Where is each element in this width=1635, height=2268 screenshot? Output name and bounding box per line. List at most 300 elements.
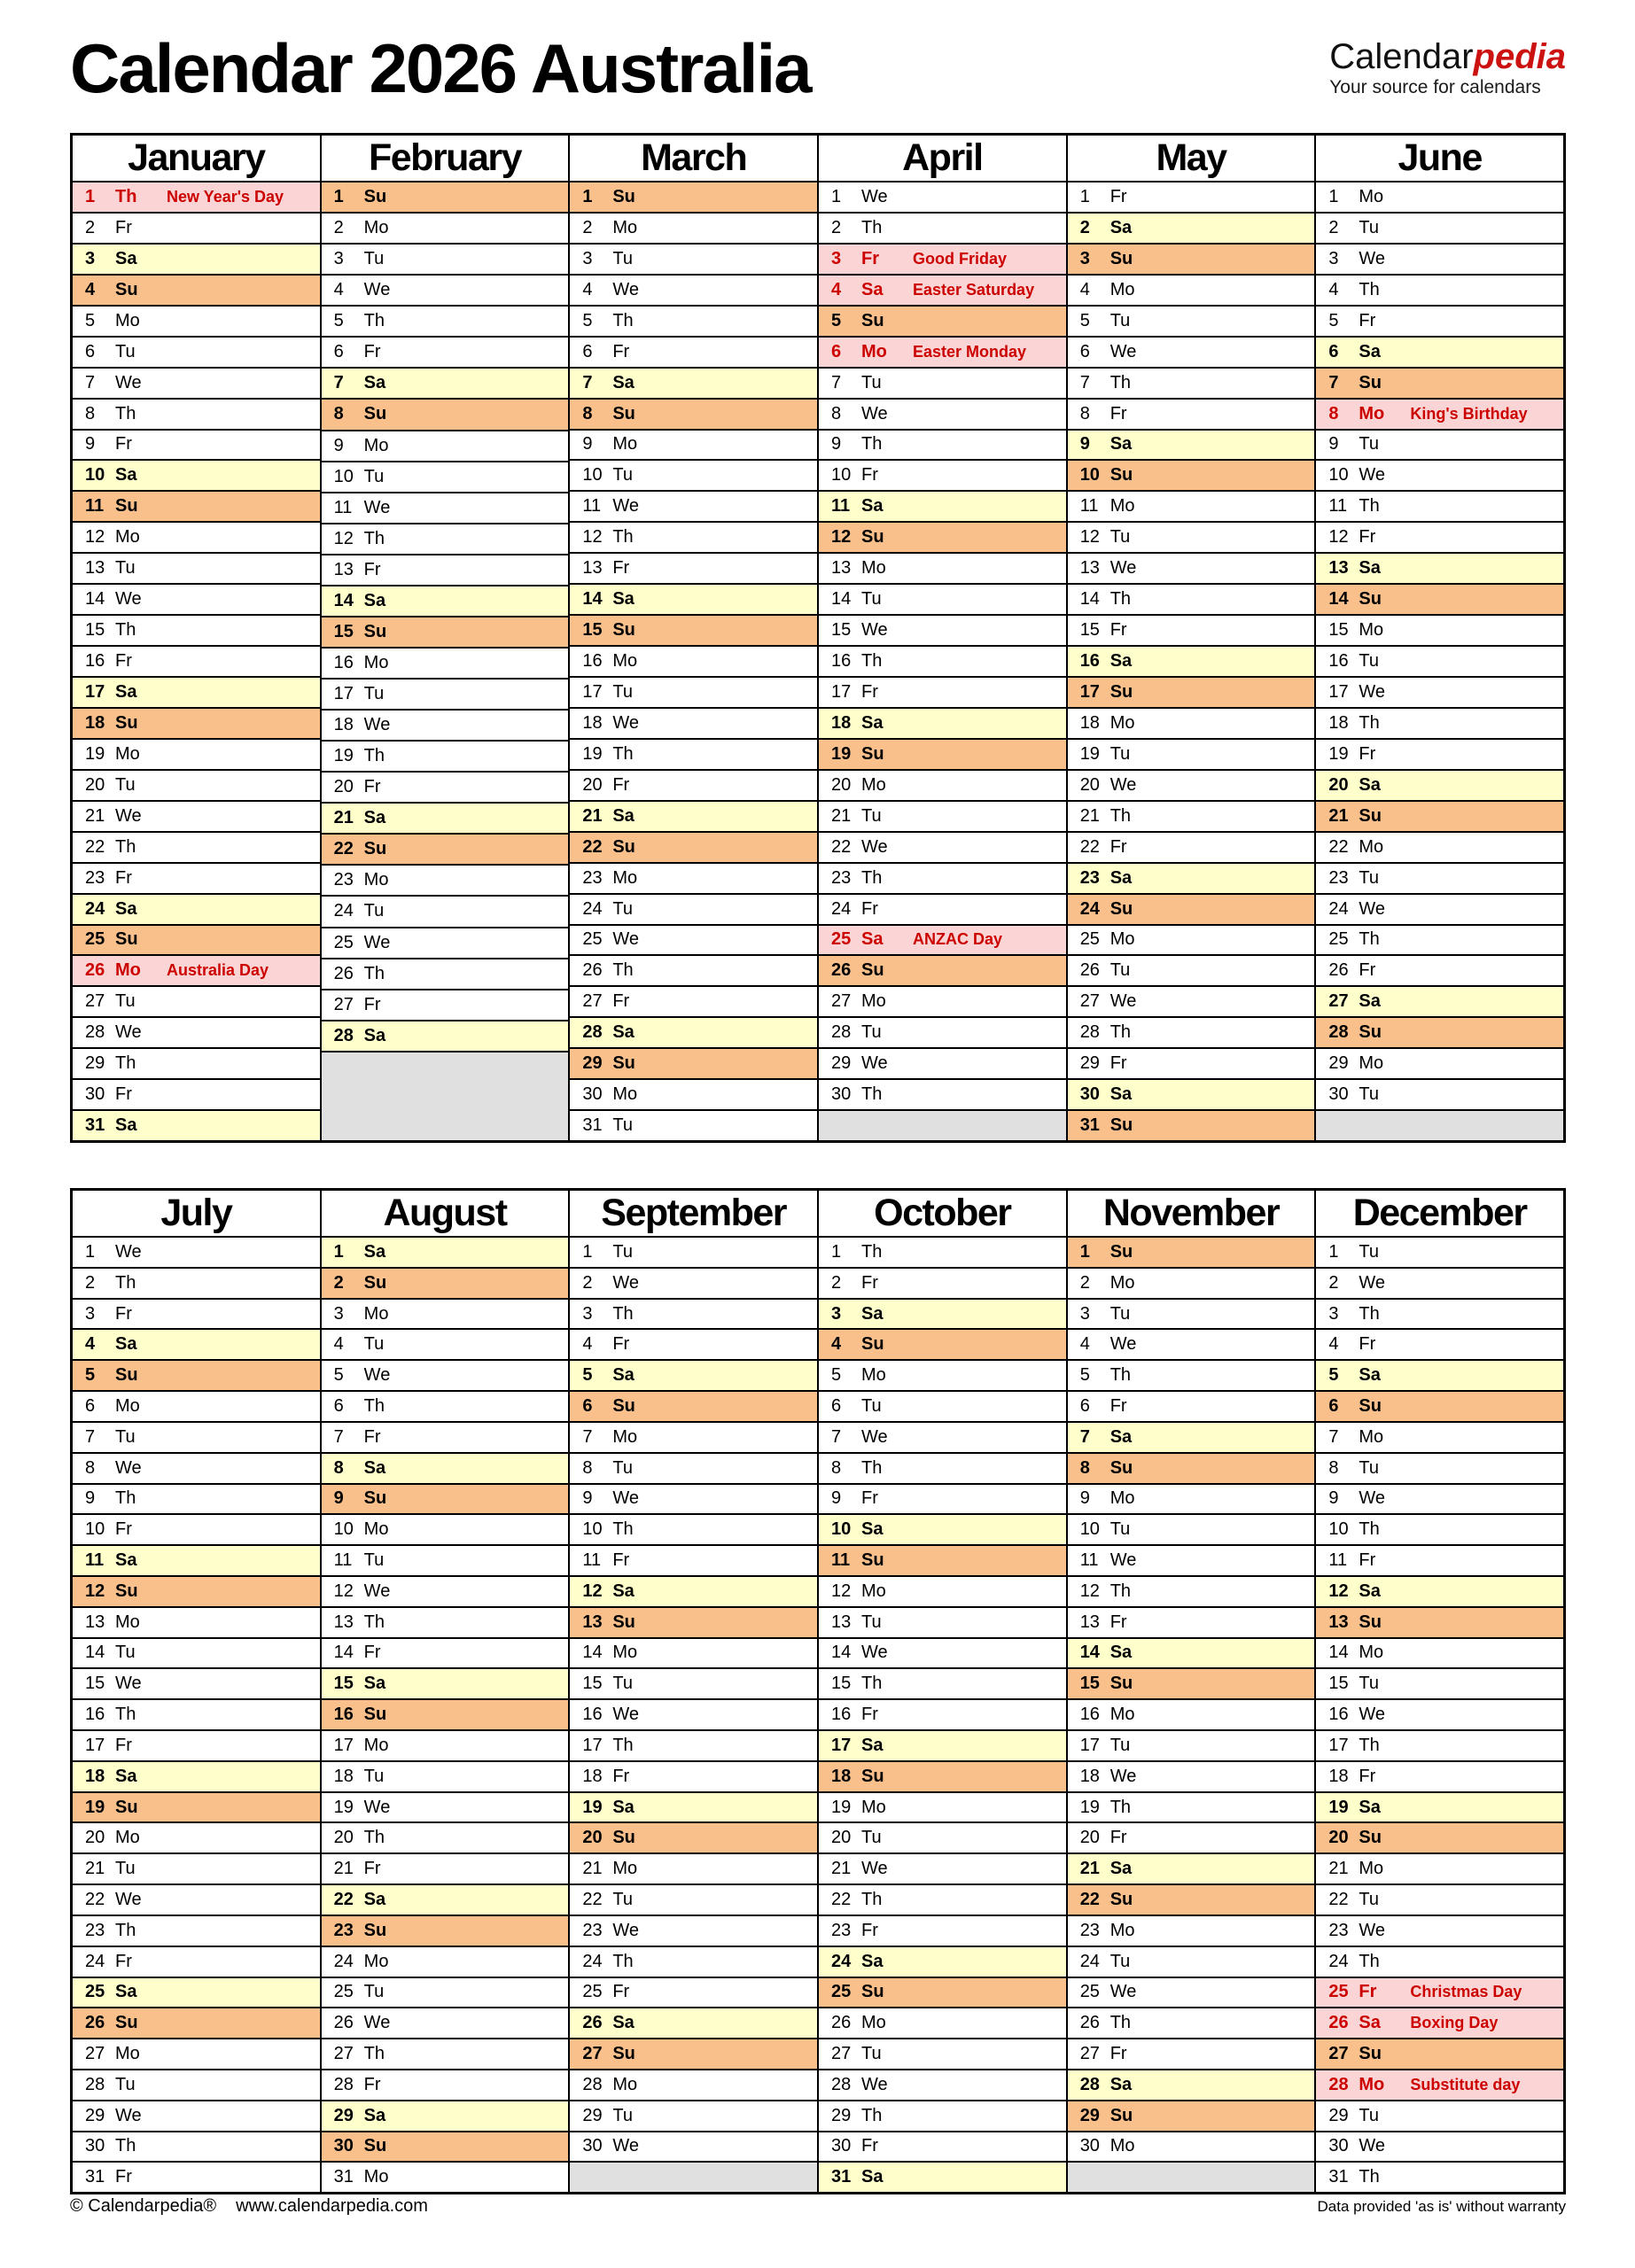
day-number: 25 — [1079, 1982, 1100, 2002]
weekday-abbreviation: We — [612, 279, 639, 299]
weekday-abbreviation: Sa — [115, 1766, 137, 1786]
day-row-march-9 — [570, 429, 817, 460]
weekday-abbreviation: Tu — [1109, 527, 1131, 548]
weekday-abbreviation: Fr — [612, 341, 630, 361]
day-number: 11 — [85, 1550, 105, 1571]
day-row-october-25 — [819, 1977, 1066, 2008]
weekday-abbreviation: Mo — [115, 2044, 140, 2064]
day-number: 21 — [1328, 805, 1349, 826]
weekday-abbreviation: We — [1359, 898, 1385, 919]
weekday-abbreviation: Sa — [115, 465, 137, 485]
day-number: 8 — [582, 1457, 593, 1478]
weekday-abbreviation: Sa — [1359, 2013, 1381, 2033]
weekday-abbreviation: Mo — [612, 217, 638, 237]
weekday-abbreviation: We — [115, 1241, 142, 1262]
weekday-abbreviation: Mo — [1359, 1426, 1384, 1447]
weekday-abbreviation: Th — [1109, 1797, 1132, 1817]
weekday-abbreviation: Su — [363, 187, 387, 207]
weekday-abbreviation: Sa — [861, 1303, 884, 1324]
weekday-abbreviation: Sa — [861, 2167, 884, 2187]
day-row-march-25 — [570, 924, 817, 955]
weekday-abbreviation: Su — [363, 839, 387, 859]
day-number: 19 — [582, 743, 603, 764]
day-row-may-3 — [1068, 243, 1315, 274]
day-row-july-5 — [73, 1359, 320, 1390]
weekday-abbreviation: Th — [1359, 279, 1380, 299]
day-row-february-5 — [322, 305, 569, 336]
day-number: 24 — [582, 898, 603, 919]
day-row-august-3 — [322, 1298, 569, 1329]
day-row-december-15 — [1316, 1667, 1563, 1698]
day-row-february-13 — [322, 554, 569, 585]
day-row-may-13 — [1068, 552, 1315, 583]
day-row-april-6 — [819, 336, 1066, 367]
day-row-may-27 — [1068, 985, 1315, 1016]
weekday-abbreviation: Th — [1359, 496, 1380, 517]
day-row-march-22 — [570, 831, 817, 862]
day-row-december-25 — [1316, 1977, 1563, 2008]
day-number: 26 — [1328, 960, 1349, 981]
day-number: 16 — [582, 1705, 603, 1725]
day-number: 18 — [1328, 1766, 1349, 1786]
day-row-august-7 — [322, 1421, 569, 1452]
day-number: 10 — [333, 1519, 354, 1540]
day-number: 13 — [582, 1612, 603, 1632]
day-row-may-12 — [1068, 521, 1315, 552]
day-number: 12 — [582, 527, 603, 548]
day-row-august-1 — [322, 1238, 569, 1267]
weekday-abbreviation: Tu — [363, 249, 385, 269]
day-number: 11 — [1328, 496, 1348, 517]
day-number: 25 — [582, 1982, 603, 2002]
day-number: 31 — [85, 1115, 105, 1136]
weekday-abbreviation: Su — [1359, 1395, 1382, 1416]
day-row-july-23 — [73, 1915, 320, 1946]
weekday-abbreviation: Mo — [115, 1612, 140, 1632]
day-number: 20 — [831, 774, 852, 795]
day-row-september-21 — [570, 1852, 817, 1884]
weekday-abbreviation: Th — [115, 620, 136, 641]
day-number: 26 — [1079, 2013, 1100, 2033]
day-number: 20 — [582, 774, 603, 795]
day-row-march-27 — [570, 985, 817, 1016]
day-row-march-21 — [570, 800, 817, 831]
day-row-march-17 — [570, 676, 817, 707]
day-number: 12 — [85, 1581, 105, 1601]
day-row-april-26 — [819, 954, 1066, 985]
weekday-abbreviation: Sa — [1109, 217, 1133, 237]
day-number: 28 — [582, 1022, 603, 1043]
day-number: 21 — [85, 1859, 105, 1879]
day-row-april-20 — [819, 769, 1066, 800]
day-row-september-6 — [570, 1390, 817, 1421]
day-number: 22 — [831, 836, 852, 857]
day-number: 5 — [333, 311, 344, 331]
weekday-abbreviation: Fr — [1109, 1395, 1127, 1416]
day-row-august-21 — [322, 1852, 569, 1884]
day-number: 2 — [85, 217, 96, 237]
holiday-label: ANZAC Day — [913, 930, 1003, 949]
day-row-december-27 — [1316, 2038, 1563, 2069]
weekday-abbreviation: Su — [612, 1053, 635, 1074]
weekday-abbreviation: Sa — [363, 373, 386, 393]
day-row-july-22 — [73, 1884, 320, 1915]
weekday-abbreviation: Tu — [115, 1859, 136, 1879]
weekday-abbreviation: We — [861, 620, 888, 641]
day-row-august-15 — [322, 1667, 569, 1698]
weekday-abbreviation: Mo — [1109, 496, 1135, 517]
day-row-january-18 — [73, 707, 320, 738]
weekday-abbreviation: Fr — [861, 465, 878, 485]
day-number: 19 — [831, 1797, 852, 1817]
day-number: 25 — [1328, 929, 1349, 950]
weekday-abbreviation: Fr — [861, 2136, 878, 2156]
day-row-september-18 — [570, 1760, 817, 1791]
day-number: 17 — [1328, 1735, 1349, 1755]
day-number: 17 — [831, 681, 852, 702]
footer-disclaimer: Data provided 'as is' without warranty — [1317, 2198, 1566, 2215]
day-number: 22 — [582, 1889, 603, 1909]
day-row-february-27 — [322, 989, 569, 1020]
day-row-april-1 — [819, 183, 1066, 212]
day-row-august-16 — [322, 1698, 569, 1729]
day-row-december-4 — [1316, 1328, 1563, 1359]
day-row-may-6 — [1068, 336, 1315, 367]
weekday-abbreviation: Tu — [1109, 743, 1131, 764]
day-number: 15 — [333, 621, 354, 641]
day-row-september-14 — [570, 1637, 817, 1668]
day-number: 1 — [1079, 186, 1090, 206]
day-number: 3 — [1079, 248, 1090, 268]
day-row-february-25 — [322, 927, 569, 958]
day-number: 1 — [831, 186, 842, 206]
weekday-abbreviation: We — [363, 1581, 391, 1601]
holiday-label: Australia Day — [167, 961, 269, 980]
empty-cell-february — [322, 1111, 569, 1140]
day-row-october-19 — [819, 1791, 1066, 1822]
weekday-abbreviation: Tu — [861, 1022, 882, 1043]
day-number: 27 — [85, 2044, 105, 2064]
weekday-abbreviation: Tu — [1109, 1303, 1131, 1324]
day-number: 2 — [1328, 217, 1339, 237]
weekday-abbreviation: We — [612, 496, 639, 517]
weekday-abbreviation: Tu — [1359, 1241, 1379, 1262]
weekday-abbreviation: Th — [363, 1395, 385, 1416]
day-number: 26 — [85, 2013, 105, 2033]
day-row-january-22 — [73, 831, 320, 862]
day-number: 10 — [582, 1519, 603, 1540]
day-row-november-9 — [1068, 1483, 1315, 1514]
day-number: 1 — [85, 1241, 96, 1262]
weekday-abbreviation: Mo — [1359, 1859, 1384, 1879]
day-number: 2 — [831, 1272, 842, 1293]
day-number: 12 — [831, 527, 852, 548]
month-column-november — [1066, 1191, 1315, 2192]
weekday-abbreviation: Sa — [363, 2105, 386, 2125]
day-row-march-30 — [570, 1078, 817, 1109]
day-row-march-6 — [570, 336, 817, 367]
weekday-abbreviation: Su — [1359, 1612, 1382, 1632]
weekday-abbreviation: We — [861, 1426, 888, 1447]
day-row-october-6 — [819, 1390, 1066, 1421]
logo-tagline: Your source for calendars — [1329, 77, 1541, 97]
weekday-abbreviation: Sa — [1359, 341, 1381, 361]
day-row-august-30 — [322, 2131, 569, 2162]
day-number: 8 — [831, 403, 842, 423]
day-number: 16 — [1079, 1705, 1100, 1725]
day-row-february-3 — [322, 243, 569, 274]
day-number: 3 — [85, 1303, 96, 1324]
day-row-april-15 — [819, 614, 1066, 645]
weekday-abbreviation: Sa — [861, 712, 884, 733]
weekday-abbreviation: Sa — [1359, 774, 1381, 795]
weekday-abbreviation: We — [861, 836, 888, 857]
day-row-january-14 — [73, 583, 320, 614]
day-number: 22 — [582, 836, 603, 857]
day-row-december-11 — [1316, 1544, 1563, 1575]
day-row-february-26 — [322, 958, 569, 989]
weekday-abbreviation: We — [115, 1889, 142, 1909]
month-header-august: August — [322, 1191, 569, 1238]
day-number: 14 — [1079, 1643, 1100, 1663]
day-row-october-14 — [819, 1637, 1066, 1668]
day-number: 11 — [1328, 1550, 1348, 1571]
day-number: 19 — [582, 1797, 603, 1817]
weekday-abbreviation: Tu — [1109, 310, 1131, 330]
weekday-abbreviation: Tu — [363, 466, 385, 486]
day-number: 18 — [1079, 712, 1100, 733]
day-row-november-23 — [1068, 1915, 1315, 1946]
day-row-july-24 — [73, 1946, 320, 1977]
day-row-august-29 — [322, 2100, 569, 2131]
day-row-may-7 — [1068, 367, 1315, 398]
day-row-september-7 — [570, 1421, 817, 1452]
day-row-september-22 — [570, 1884, 817, 1915]
day-number: 6 — [333, 1395, 344, 1416]
weekday-abbreviation: Th — [1109, 1365, 1132, 1386]
day-number: 10 — [333, 466, 354, 486]
day-row-november-16 — [1068, 1698, 1315, 1729]
weekday-abbreviation: Th — [861, 1889, 883, 1909]
weekday-abbreviation: Fr — [115, 651, 132, 672]
weekday-abbreviation: We — [363, 932, 391, 952]
calendarpedia-url[interactable]: www.calendarpedia.com — [236, 2196, 428, 2216]
day-row-august-5 — [322, 1359, 569, 1390]
day-number: 14 — [1328, 589, 1349, 610]
weekday-abbreviation: Mo — [612, 2074, 638, 2094]
month-header-march: March — [570, 136, 817, 183]
day-number: 8 — [1079, 403, 1090, 423]
day-number: 23 — [1079, 1920, 1100, 1940]
weekday-abbreviation: We — [1109, 774, 1137, 795]
day-number: 23 — [85, 867, 105, 888]
weekday-abbreviation: We — [1359, 681, 1385, 702]
day-number: 10 — [831, 465, 852, 485]
weekday-abbreviation: Tu — [1359, 1674, 1379, 1694]
day-number: 10 — [1328, 1519, 1349, 1540]
day-number: 3 — [831, 248, 842, 268]
day-number: 10 — [85, 1519, 105, 1540]
day-row-april-16 — [819, 645, 1066, 676]
day-number: 11 — [582, 496, 602, 517]
weekday-abbreviation: Tu — [612, 1889, 633, 1909]
holiday-label: King's Birthday — [1410, 404, 1528, 423]
day-number: 29 — [831, 2105, 852, 2125]
day-number: 30 — [582, 2136, 603, 2156]
day-row-july-3 — [73, 1298, 320, 1329]
day-number: 29 — [333, 2105, 354, 2125]
weekday-abbreviation: We — [1109, 341, 1137, 361]
weekday-abbreviation: Tu — [115, 341, 136, 361]
day-row-march-20 — [570, 769, 817, 800]
weekday-abbreviation: Su — [612, 836, 635, 857]
day-number: 6 — [85, 341, 96, 361]
day-number: 18 — [582, 1766, 603, 1786]
day-row-february-15 — [322, 616, 569, 647]
day-number: 1 — [1328, 186, 1339, 206]
day-row-march-3 — [570, 243, 817, 274]
day-number: 14 — [85, 589, 105, 610]
weekday-abbreviation: Su — [115, 496, 138, 517]
weekday-abbreviation: Mo — [1359, 1053, 1384, 1074]
holiday-label: Easter Monday — [913, 342, 1027, 361]
day-number: 25 — [1079, 929, 1100, 950]
weekday-abbreviation: Tu — [612, 681, 633, 702]
day-row-january-16 — [73, 645, 320, 676]
day-row-june-24 — [1316, 893, 1563, 924]
day-number: 4 — [333, 280, 344, 300]
day-number: 10 — [831, 1519, 852, 1540]
weekday-abbreviation: Tu — [363, 901, 385, 921]
day-number: 22 — [85, 1889, 105, 1909]
day-row-february-10 — [322, 461, 569, 492]
weekday-abbreviation: Fr — [1109, 186, 1127, 206]
day-row-april-25 — [819, 924, 1066, 955]
day-number: 13 — [85, 558, 105, 579]
day-row-march-2 — [570, 212, 817, 243]
day-number: 27 — [831, 991, 852, 1012]
day-row-december-21 — [1316, 1852, 1563, 1884]
day-number: 31 — [831, 2167, 852, 2187]
day-row-may-19 — [1068, 738, 1315, 769]
day-row-october-1 — [819, 1238, 1066, 1267]
day-row-september-2 — [570, 1267, 817, 1298]
day-row-october-26 — [819, 2007, 1066, 2038]
day-row-december-9 — [1316, 1483, 1563, 1514]
weekday-abbreviation: Th — [1359, 2167, 1380, 2187]
weekday-abbreviation: Th — [115, 1053, 136, 1074]
day-row-february-6 — [322, 336, 569, 367]
day-row-october-11 — [819, 1544, 1066, 1575]
day-row-may-18 — [1068, 707, 1315, 738]
weekday-abbreviation: Tu — [1109, 1951, 1131, 1971]
day-number: 13 — [333, 1612, 354, 1632]
day-row-december-29 — [1316, 2100, 1563, 2131]
day-number: 5 — [1328, 1365, 1339, 1386]
calendar-table-jan-jun — [70, 133, 1566, 1143]
day-row-september-13 — [570, 1606, 817, 1637]
day-number: 21 — [1079, 805, 1100, 826]
day-row-july-12 — [73, 1575, 320, 1606]
weekday-abbreviation: Fr — [612, 774, 630, 795]
weekday-abbreviation: Th — [861, 1457, 883, 1478]
day-row-may-30 — [1068, 1078, 1315, 1109]
day-number: 25 — [831, 929, 852, 950]
day-row-june-15 — [1316, 614, 1563, 645]
empty-cell-april — [819, 1109, 1066, 1140]
day-number: 1 — [333, 1241, 344, 1262]
day-number: 17 — [582, 1735, 603, 1755]
month-column-may — [1066, 136, 1315, 1140]
day-number: 23 — [831, 1920, 852, 1940]
day-number: 11 — [333, 497, 353, 517]
day-number: 7 — [831, 372, 842, 392]
day-number: 7 — [1079, 372, 1090, 392]
weekday-abbreviation: Su — [115, 929, 138, 950]
day-row-december-14 — [1316, 1637, 1563, 1668]
day-number: 21 — [831, 1859, 852, 1879]
day-number: 6 — [831, 1395, 842, 1416]
weekday-abbreviation: Sa — [612, 2013, 635, 2033]
weekday-abbreviation: Su — [1109, 1241, 1133, 1262]
day-row-october-29 — [819, 2100, 1066, 2131]
day-row-april-11 — [819, 490, 1066, 521]
day-number: 24 — [1079, 1951, 1100, 1971]
day-row-april-23 — [819, 862, 1066, 893]
day-number: 13 — [1079, 558, 1100, 579]
day-row-november-18 — [1068, 1760, 1315, 1791]
day-row-january-10 — [73, 459, 320, 490]
day-number: 8 — [1079, 1457, 1090, 1478]
day-row-december-19 — [1316, 1791, 1563, 1822]
day-row-march-16 — [570, 645, 817, 676]
day-number: 16 — [1079, 651, 1100, 672]
weekday-abbreviation: Mo — [612, 651, 638, 672]
day-number: 29 — [1328, 1053, 1349, 1074]
weekday-abbreviation: Sa — [115, 1115, 137, 1136]
day-number: 8 — [333, 1457, 344, 1478]
day-number: 12 — [582, 1581, 603, 1601]
month-header-july: July — [73, 1191, 320, 1238]
day-number: 27 — [582, 991, 603, 1012]
weekday-abbreviation: We — [1109, 1334, 1137, 1355]
weekday-abbreviation: We — [612, 712, 639, 733]
weekday-abbreviation: Sa — [1109, 1084, 1133, 1105]
weekday-abbreviation: Sa — [115, 1982, 137, 2002]
day-number: 23 — [1328, 867, 1349, 888]
day-row-march-28 — [570, 1016, 817, 1047]
day-number: 20 — [333, 1828, 354, 1848]
weekday-abbreviation: Su — [612, 620, 635, 641]
day-row-july-10 — [73, 1513, 320, 1544]
day-row-april-17 — [819, 676, 1066, 707]
day-number: 28 — [582, 2074, 603, 2094]
day-row-december-5 — [1316, 1359, 1563, 1390]
day-row-september-9 — [570, 1483, 817, 1514]
weekday-abbreviation: Su — [115, 1365, 138, 1386]
day-number: 22 — [831, 1889, 852, 1909]
day-row-february-16 — [322, 647, 569, 678]
weekday-abbreviation: Sa — [861, 929, 884, 950]
day-number: 9 — [85, 434, 96, 454]
day-number: 28 — [1079, 2074, 1100, 2094]
day-row-july-27 — [73, 2038, 320, 2069]
day-number: 3 — [582, 1303, 593, 1324]
day-row-june-1 — [1316, 183, 1563, 212]
day-row-november-4 — [1068, 1328, 1315, 1359]
weekday-abbreviation: Th — [861, 434, 883, 454]
day-row-september-10 — [570, 1513, 817, 1544]
